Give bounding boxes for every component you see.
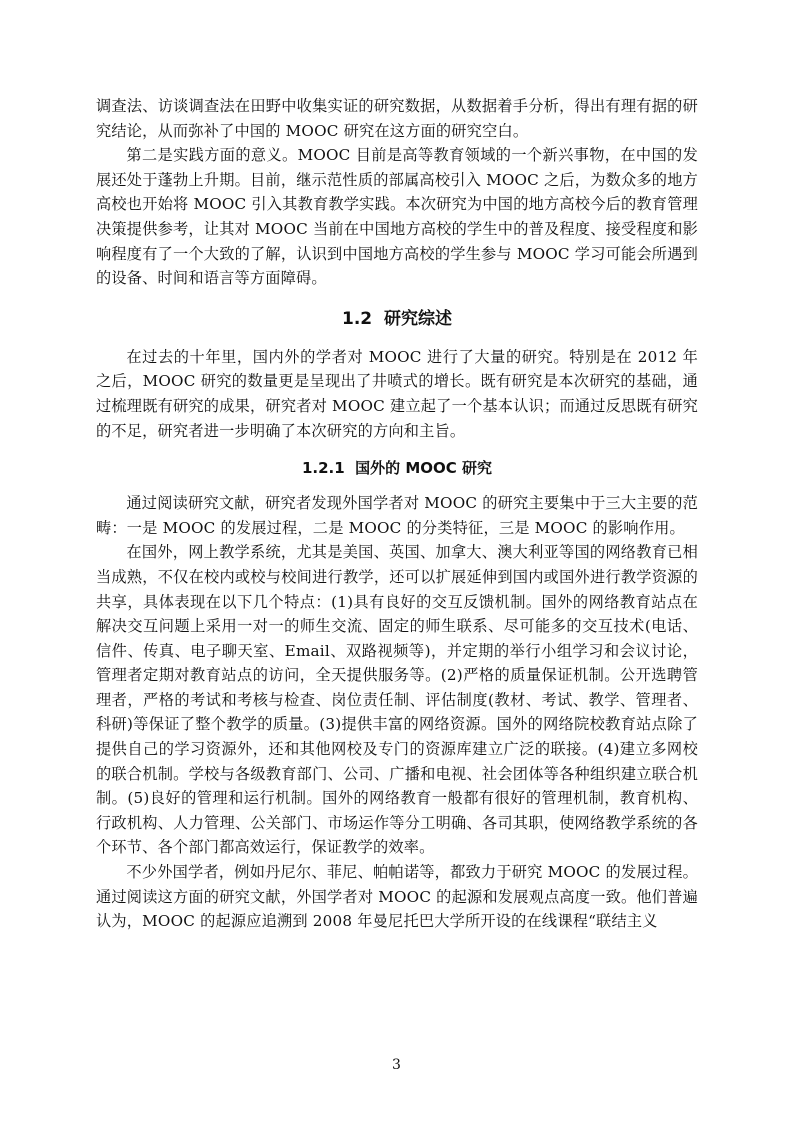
section-intro-paragraph: 在过去的十年里，国内外的学者对 MOOC 进行了大量的研究。特别是在 2012 年之后，MOOC 研究的数量更是呈现出了井喷式的增长。既有研究是本次研究的基础，通过梳理既有研究的成果，研究者对 MOOC 建立起了一个基本认识；而通过反思既有研究的不足，研究者进一步明确了本次研究的方向和主旨。 bbox=[96, 347, 698, 440]
paragraph-foreign-online-education: 在国外，网上教学系统，尤其是美国、英国、加拿大、澳大利亚等国的网络教育已相当成熟，不仅在校内或校与校间进行教学，还可以扩展延伸到国内或国外进行教学资源的共享，具体表现在以下几个特点：(1)具有良好的交互反馈机制。国外的网络教育站点在解决交互问题上采用一对一的师生交流、固定的师生联系、尽可能多的交互技术(电话、信件、传真、电子聊天室、Email、双路视频等)，并定期的举行小组学习和会议讨论，管理者定期对教育站点的访问，全天提供服务等。(2)严格的质量保证机制。公开选聘管理者，严格的考试和考核与检查、岗位责任制、评估制度(教材、考试、教学、管理者、科研)等保证了整个教学的质量。(3)提供丰富的网络资源。国外的网络院校教育站点除了提供自己的学习资源外，还和其他网校及专门的资源库建立广泛的联接。(4)建立多网校的联合机制。学校与各级教育部门、公司、广播和电视、社会团体等各种组织建立联合机制。(5)良好的管理和运行机制。国外的网络教育一般都有很好的管理机制，教育机构、行政机构、人力管理、公关部门、市场运作等分工明确、各司其职，使网络教学系统的各个环节、各个部门都高效运行，保证教学的效率。 bbox=[96, 543, 698, 857]
subsection-heading bbox=[96, 457, 698, 479]
page-number: 3 bbox=[392, 1057, 401, 1073]
paragraph-mooc-origin: 不少外国学者，例如丹尼尔、菲尼、帕帕诺等，都致力于研究 MOOC 的发展过程。通过阅读这方面的研究文献，外国学者对 MOOC 的起源和发展观点高度一致。他们普遍认为，MOOC 的起源应追溯到 2008 年曼尼托巴大学所开设的在线课程“联结主义 bbox=[96, 863, 698, 931]
section-number: 1.2 bbox=[342, 308, 373, 329]
section-title: 研究综述 bbox=[383, 308, 452, 329]
subsection-number: 1.2.1 bbox=[301, 459, 345, 478]
paragraph-practical-significance: 第二是实践方面的意义。MOOC 目前是高等教育领域的一个新兴事物，在中国的发展还处于蓬勃上升期。目前，继示范性质的部属高校引入 MOOC 之后，为数众多的地方高校也开始将 MOOC 引入其教育教学实践。本次研究为中国的地方高校今后的教育管理决策提供参考，让其对 MOOC 当前在中国地方高校的学生中的普及程度、接受程度和影响程度有了一个大致的了解，认识到中国地方高校的学生参与 MOOC 学习可能会所遇到的设备、时间和语言等方面障碍。 bbox=[96, 146, 698, 288]
paragraph-continued: 调查法、访谈调查法在田野中收集实证的研究数据，从数据着手分析，得出有理有据的研究结论，从而弥补了中国的 MOOC 研究在这方面的研究空白。 bbox=[96, 97, 698, 140]
subsection-title: 国外的 MOOC 研究 bbox=[355, 459, 493, 478]
section-heading bbox=[96, 307, 698, 331]
document-page bbox=[96, 94, 698, 934]
paragraph-research-scope: 通过阅读研究文献，研究者发现外国学者对 MOOC 的研究主要集中于三大主要的范畴：一是 MOOC 的发展过程，二是 MOOC 的分类特征，三是 MOOC 的影响作用。 bbox=[96, 494, 698, 537]
